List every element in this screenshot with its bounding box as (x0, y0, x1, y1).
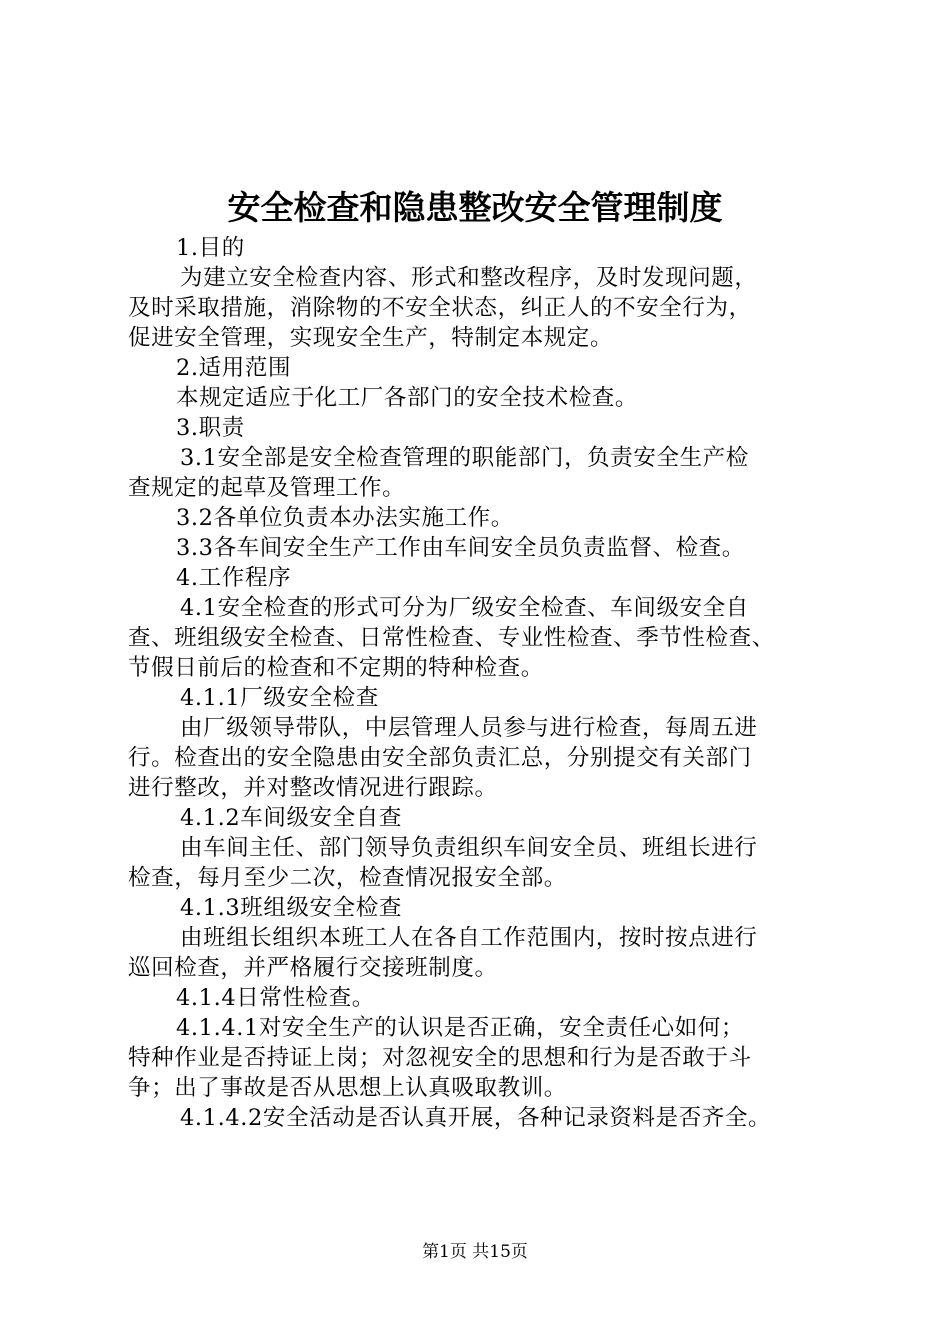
heading-scope: 2.适用范围 (176, 355, 292, 381)
paragraph-line: 进行整改，并对整改情况进行跟踪。 (128, 775, 498, 801)
paragraph-line: 为建立安全检查内容、形式和整改程序，及时发现问题， (180, 265, 758, 291)
paragraph-line: 4.1.4.2安全活动是否认真开展，各种记录资料是否齐全。 (180, 1105, 772, 1131)
heading-responsibilities: 3.职责 (176, 415, 245, 441)
paragraph-line: 及时采取措施，消除物的不安全状态，纠正人的不安全行为， (128, 295, 752, 321)
paragraph-line: 由厂级领导带队，中层管理人员参与进行检查，每周五进 (180, 715, 758, 741)
subheading-team-inspection: 4.1.3班组级安全检查 (180, 895, 402, 921)
subheading-workshop-inspection: 4.1.2车间级安全自查 (180, 805, 402, 831)
paragraph-line: 查、班组级安全检查、日常性检查、专业性检查、季节性检查、 (128, 625, 775, 651)
paragraph-line: 3.3各车间安全生产工作由车间安全员负责监督、检查。 (176, 535, 745, 561)
document-title: 安全检查和隐患整改安全管理制度 (227, 188, 723, 227)
paragraph-line: 行。检查出的安全隐患由安全部负责汇总，分别提交有关部门 (128, 745, 752, 771)
paragraph-line: 节假日前后的检查和不定期的特种检查。 (128, 655, 544, 681)
paragraph-line: 特种作业是否持证上岗；对忽视安全的思想和行为是否敢于斗 (128, 1045, 752, 1071)
paragraph-line: 检查，每月至少二次，检查情况报安全部。 (128, 865, 567, 891)
paragraph-line: 4.1安全检查的形式可分为厂级安全检查、车间级安全自 (180, 595, 749, 621)
document-body (128, 233, 853, 1133)
heading-procedure: 4.工作程序 (176, 565, 292, 591)
subheading-daily-inspection: 4.1.4日常性检查。 (176, 985, 375, 1011)
paragraph-line: 3.2各单位负责本办法实施工作。 (176, 505, 514, 531)
paragraph-line: 4.1.4.1对安全生产的认识是否正确，安全责任心如何； (176, 1015, 745, 1041)
subheading-factory-inspection: 4.1.1厂级安全检查 (180, 685, 379, 711)
paragraph-line: 本规定适应于化工厂各部门的安全技术检查。 (176, 385, 639, 411)
paragraph-line: 由车间主任、部门领导负责组织车间安全员、班组长进行 (180, 835, 758, 861)
heading-purpose: 1.目的 (176, 235, 245, 261)
paragraph-line: 促进安全管理，实现安全生产，特制定本规定。 (128, 325, 614, 351)
page-footer: 第1页 共15页 (422, 1242, 528, 1262)
paragraph-line: 争；出了事故是否从思想上认真吸取教训。 (128, 1075, 567, 1101)
paragraph-line: 查规定的起草及管理工作。 (128, 475, 406, 501)
paragraph-line: 由班组长组织本班工人在各自工作范围内，按时按点进行 (180, 925, 758, 951)
paragraph-line: 巡回检查，并严格履行交接班制度。 (128, 955, 498, 981)
paragraph-line: 3.1安全部是安全检查管理的职能部门，负责安全生产检 (180, 445, 749, 471)
